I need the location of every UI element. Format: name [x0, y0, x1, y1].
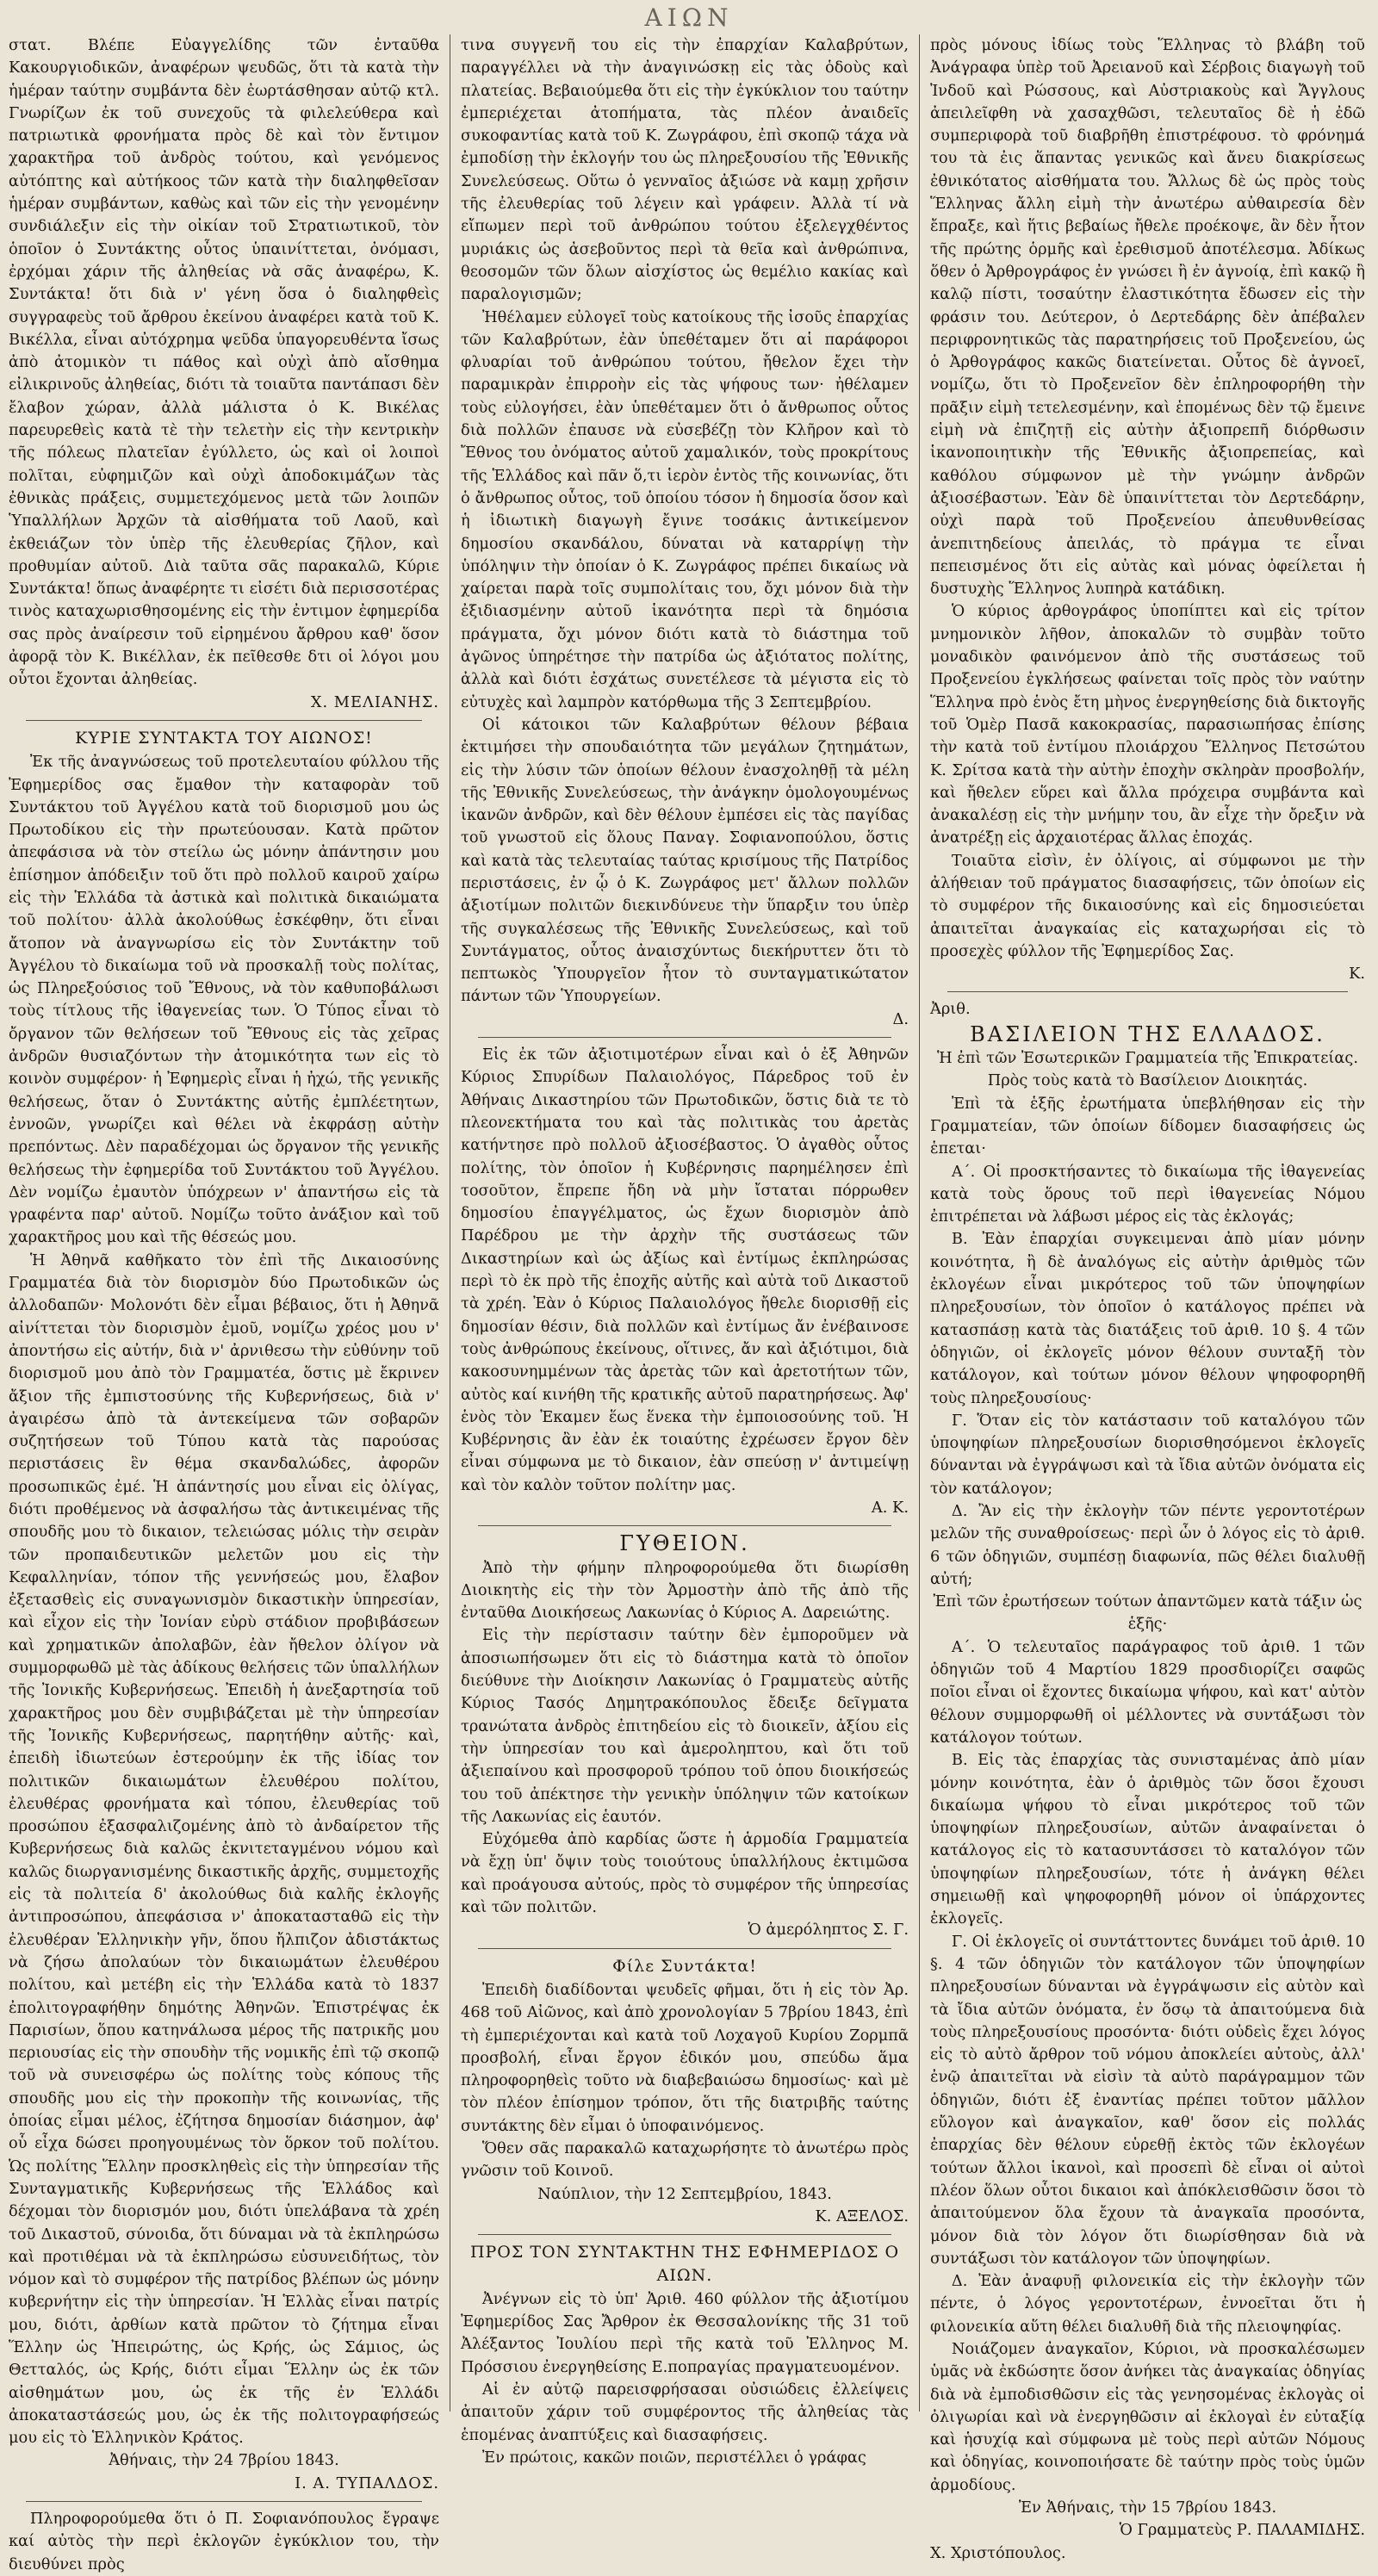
section-divider	[26, 720, 422, 721]
section-divider	[478, 1948, 891, 1949]
paragraph: Οἱ κάτοικοι τῶν Καλαβρύτων θέλουν βέβαια ἐκτιμήσει τὴν σπουδαιότητα τῶν μεγάλων ζητημάτων, εἰς τὴν λύσιν τῶν ὁποίων θέλουν ἐνασχοληθῇ τὰ μέλη τῆς Ἐθνικῆς Συνελεύσεως, τὴν ἀνάγκην ὁμολογουμένως ἱκανῶν ἀνδρῶν, καὶ δὲν θέλουν ἐμπέσει εἰς τὰς παγίδας τοῦ γνωστοῦ εἰς ὅλους Παναγ. Σοφιανοπούλου, ὅστις καὶ κατὰ τὰς τελευταίας ταύτας κρισίμους τῆς Πατρίδος περιστάσεις, ἐν ᾧ ὁ Κ. Ζωγράφος μετ' ἄλλων πολλῶν ἀξιοτίμων πολιτῶν διεκινδύνευε τὴν ὕπαρξιν του ὑπὲρ τῆς συγκαλέσεως τῆς Ἐθνικῆς Συνελεύσεως, καὶ τοῦ Συντάγματος, οὗτος ἀναισχύντως διεκήρυττεν ὅτι τὸ πεπτωκὸς Ὑπουργεῖον ἦτον τὸ συνταγματικώτατον πάντων τῶν Ὑπουργείων.	[461, 715, 909, 1006]
signature: Α. Κ.	[871, 1499, 909, 1517]
paragraph: Ἡ Ἀθηνᾶ καθῆκατο τὸν ἐπὶ τῆς Δικαιοσύνης Γραμματέα διὰ τὸν διορισμὸν δύο Πρωτοδικῶν ὡς ἀλλοδαπῶν· Μολονότι δὲν εἶμαι βέβαιος, ὅτι ἡ Ἀθηνᾶ αἰνίττεται τὸν διορισμὸν ἐμοῦ, νομίζω χρέος μου ν' ἀποντήσω εἰς αὐτήν, διὰ ν' ἀρνιθεσω τὴν εὐθύνην τοῦ διορισμοῦ μου ἀπὸ τὸν Γραμματέα, ὅστις μὲ ἔκρινεν ἄξιον τῆς ἐμπιστοσύνης τῆς Κυβερνήσεως, διὰ ν' ἀγαιρέσω ἀπὸ τὰ ἀντεκείμενα τῶν σοβαρῶν συζητήσεων τοῦ Τύπου κατὰ τὰς παρούσας περιστάσεις ἓν θέμα σκανδαλώδες, ἀφορῶν προσωπικῶς ἐμέ. Ἡ ἀπάντησίς μου εἶναι εἰς ὀλίγας, διότι προθέμενος νὰ ἀσφαλήσω τὰς ἀντικειμένας τῆς σπουδῆς μου τὸ δικαιον, τελειώσας μόλις τὴν σειρὰν τῶν προπαιδευτικῶν μελετῶν μου εἰς τὴν Κεφαλληνίαν, τόπον τῆς γεννήσεώς μου, ἔλαβον ἐξετασθεὶς εἰς συναγωνισμὸν δικαστικὴν ὑπηρεσίαν, καὶ εἶχον εἰς τὴν Ἰονίαν εὐρὺ στάδιον προβιβάσεων καὶ χρηματικῶν ἀπολαβῶν, ἐὰν ἤθελον ὀλίγον νὰ συμμορφωθῶ μὲ τὰς ἀδίκους θελήσεις τῶν ὑπαλλήλων τῆς Ἰονικῆς Κυβερνήσεως. Ἐπειδὴ ἡ ἀνεξαρτησία τοῦ χαρακτῆρος μου δὲν συμβιβάζεται μὲ τὴν ὑπηρεσίαν τῆς Ἰονικῆς Κυβερνήσεως, παρητήθην αὐτῆς· καὶ, ἐπειδὴ ἰδιωτεύων ἐστερούμην ἐκ τῆς ἰδίας τον πολιτικῶν δικαιωμάτων ἐλευθέρου πολίτου, ἐλευθέρας φρονήματα καὶ τόπου, ἐλευθερίας τοῦ προσώπου ἐξασφαλιζομένης ἀπὸ τὸ ἀνδαίρετον τῆς Κυβερνήσεως διὰ καλῶς ἐκνιτεταγμένου νόμου καὶ καλῶς διωργανισμένης δικαστικῆς ἀρχῆς, συμμετοχῆς εἰς τὰ πολιτεία δ' ἀκολούθως διὰ καλῆς ἐκλογῆς ἀντιπροσώπου, ἀπεφάσισα ν' ἀποκατασταθῶ εἰς τὴν ἐλευθέραν Ἑλληνικὴν γῆν, ὅπου ἤλπιζον ἀδιστάκτως νὰ ζήσω ἀπολαύων τὸν δικαιωμάτων ἐλευθέρου πολίτου, καὶ μετέβη εἰς τὴν Ἑλλάδα κατὰ τὸ 1837 ἐπολιτογραφήθην δημότης Ἀθηνῶν. Ἐπιστρέψας ἐκ Παρισίων, ὅπου κατηνάλωσα μέρος τῆς πατρικῆς μου περιουσίας εἰς τὴν σπουδὴν τῆς νομικῆς ἐπὶ τῷ σκοπῷ τοῦ νὰ συνεισφέρω ὡς πολίτης τοὺς κόπους τῆς σπουδῆς μου εἰς τὴν προκοπὴν τῆς κοινωνίας, τῆς ὁποίας εἶμαι μέλος, ἐζήτησα δημοσίαν διάσημον, ἀφ' οὗ εἶχα δώσει προηγουμένως τὸν ὅρκον τοῦ πολίτου. Ὡς πολίτης Ἕλλην προσκληθεὶς εἰς τὴν ὑπηρεσίαν τῆς Συνταγματικῆς Κυβερνήσεως τῆς Ἑλλάδος καὶ δέχομαι τὸν διορισμόν μου, διότι ὑπελάβανα τὰ χρέη τοῦ Δικαστοῦ, σύνοιδα, ὅτι δύναμαι νὰ τὰ ἐκπληρώσω καὶ προτιθέμαι νὰ τὰ ἐκπληρώσω εὐσυνειδήτως, τὸν νόμον καὶ τὸ συμφέρον τῆς πατρίδος βλέπων ὡς μόνην κυβερνήτην εἰς τὴν ὑπηρεσίαν. Ἡ Ἑλλὰς εἶναι πατρίς μου, διότι, ἀρθίων κατὰ πρῶτον τὸ ζήτημα εἶναι Ἕλλην ὡς Ἠπειρώτης, ὡς Κρής, ὡς Σάμιος, ὡς Θετταλός, ὡς Κρής, διότι εἶμαι Ἕλλην ὡς ἐκ τῶν αἰσθημάτων μου, ὡς ἐκ τῆς ἐν Ἑλλάδι ἀποκαταστάσεώς μου, ὡς ἐκ τῆς πολιτογραφήσεώς μου εἰς τὸ Ἑλληνικὸν Κράτος.	[9, 1251, 439, 2448]
section-heading: ΠΡΟΣ ΤΟΝ ΣΥΝΤΑΚΤΗΝ ΤΗΣ ΕΦΗΜΕΡΙΔΟΣ Ο ΑΙΩΝ.	[469, 2243, 900, 2285]
section-divider	[478, 1037, 891, 1038]
signature: Δ.	[892, 1009, 909, 1028]
signature: Ὁ Γραμματεὺς Ρ. ΠΑΛΑΜΙΔΗΣ.	[1119, 2521, 1365, 2540]
section-divider	[478, 2234, 891, 2235]
paragraph: Β. Εἰς τὰς ἐπαρχίας τὰς συνισταμένας ἀπὸ μίαν μόνην κοινότητα, ἐὰν ὁ ἀριθμὸς τῶν ὅσοι ἔχουσι δικαίωμα ψήφου τὸ εἶναι μικρότερος τοῦ τῶν ὑποψηφίων πληρεξουσίων, αὐτῶν ἀναφαίνεται ὁ κατάλογος εἰς τὸ κατασυντάσσει τὸ καταλόγον τῶν ὑποψηφίων πληρεξουσίων, τότε ἡ ἀνάγκη θέλει σημειωθῇ καὶ ψηφοφορηθῆ μόνον οἱ ὑπάρχοντες ἐκλογεῖς.	[930, 1751, 1365, 1928]
paragraph: Εἰς τὴν περίστασιν ταύτην δὲν ἐμποροῦμεν νὰ ἀποσιωπήσωμεν ὅτι εἰς τὸ διάστημα κατὰ τὸ ὁποῖον διεύθυνε τὴν Διοίκησιν Λακωνίας ὁ Γραμματεὺς αὐτῆς Κύριος Τασός Δημητρακόπουλος ἔδειξε δεῖγματα τρανώτατα ἀνδρὸς ἐπιτηδείου εἰς τὸ διοικεῖν, ἀξίου εἰς τὴν ὑπηρεσίαν του καὶ ἀμεροληπτου, καὶ ὅτι τοῦ ἀξιεπαίνου καὶ προσφοροῦ τρόπου τοῦ ὁπου διοικήσεώς του τοῦ ἀπέκτησε τὴν γενικὴν ὑπόληψιν τῶν κατοίκων τῆς Λακωνίας εἰς ἑαυτόν.	[461, 1626, 909, 1826]
paragraph: Πληροφορούμεθα ὅτι ὁ Π. Σοφιανόπουλος ἔγραψε καί αὐτὸς τὴν περὶ ἐκλογῶν ἐγκύκλιον του, τὴν διευθύνει πρὸς	[9, 2510, 439, 2573]
section-heading: ΓΥΘΕΙΟΝ.	[619, 1531, 750, 1556]
paragraph: Αἱ ἐν αὐτῷ παρεισφρήσασαι οὐσιώδεις ἐλλείψεις ἀπαιτοῦν χάριν τοῦ συμφέροντος τῆς ἀληθείας τὰς ἑπομένας ἀναπτύξεις καὶ διασαφήσεις.	[461, 2380, 909, 2444]
signature: Ὁ ἀμερόληπτος Σ. Γ.	[748, 1921, 909, 1940]
signature: Ι. Α. ΤΥΠΑΛΔΟΣ.	[295, 2474, 439, 2492]
paragraph: Ἐπὶ τὰ ἑξῆς ἐρωτήματα ὑπεβλήθησαν εἰς τὴν Γραμματείαν, τῶν ὁποίων δίδομεν διασαφήσεις ὡς ἑπεται·	[930, 1094, 1365, 1158]
paragraph: Ἐπὶ τῶν ἐρωτήσεων τούτων ἀπαντῶμεν κατὰ τάξιν ὡς ἑξῆς·	[933, 1592, 1362, 1634]
dateline: Ἐν Ἀθήναις, τὴν 15 7βρίου 1843.	[1018, 2498, 1277, 2517]
paragraph: τινα συγγενῆ του εἰς τὴν ἐπαρχίαν Καλαβρύτων, παραγγέλλει νὰ τὴν ἀναγινώσκῃ εἰς τὰς ὁδοὺς καὶ πλατείας. Βεβαιούμεθα ὅτι εἰς τὴν ἐγκύκλιον του ταύτην ἐμπεριέχεται ἀτοπήματα, τὰς πλέον ἀναιδεῖς συκοφαντίας κατὰ τοῦ Κ. Ζωγράφου, ἐπὶ σκοπῷ τάχα νὰ ἐμποδίσῃ τὴν ἐκλογήν του ὡς πληρεξουσίου τῆς Ἐθνικῆς Συνελεύσεως. Οὕτω ὁ γενναῖος ἀξιώσε νὰ καμῃ χρῆσιν τῆς ἐλευθερίας τοῦ λέγειν καὶ γράφειν. Ἀλλὰ τί νὰ εἴπωμεν περὶ τοῦ ἀνθρώπου τούτου ἐξελεγχθέντος μυριάκις ὡς ἀσεβοῦντος περὶ τὰ θεῖα καὶ ἀνθρώπινα, θεοσομῶν τῶν ὅλων αἰσχίστος ὡς θεμέλιο κακίας καὶ παραλογισμῶν;	[461, 36, 909, 304]
column-right	[930, 34, 1365, 2562]
paragraph: Ὅθεν σᾶς παρακαλῶ καταχωρήσητε τὸ ἀνωτέρω πρὸς γνῶσιν τοῦ Κοινοῦ.	[461, 2139, 909, 2181]
paragraph: στατ. Βλέπε Εὐαγγελίδης τῶν ἐνταῦθα Κακουργιοδικῶν, ἀναφέρων ψευδῶς, ὅτι τὰ κατὰ τὴν ἡμέραν ταύτην συμβάντα δὲν ἐωρτάσθησαν αὐτῷ κτλ. Γνωρίζων ἐκ τοῦ συνεχοῦς τὰ φιλελεύθερα καὶ πατριωτικὰ φρονήματα πρὸς δὲ καὶ τὸν ἔντιμον χαρακτῆρα τοῦ ἀνδρὸς τούτου, καὶ γενόμενος αὐτόπτης καὶ αὐτήκοος τῶν κατὰ τὴν διαληφθεῖσαν ἡμέραν συμβάντων, καθὼς καὶ τῶν εἰς τὴν γενομένην συνδιάλεξιν εἰς τὴν οἰκίαν τοῦ Στρατιωτικοῦ, τὸν ὁποῖον ὁ Συντάκτης οὗτος ὑπαινίττεται, ὀνόμασι, ἐρχόμαι χάριν τῆς ἀληθείας νὰ σᾶς ἀναφέρω, Κ. Συντάκτα! ὅτι διὰ ν' γένη ὅσα ὁ διαληφθεὶς συγγραφεὺς τοῦ ἄρθρου ἐκείνου ἀναφέρει κατὰ τοῦ Κ. Βικέλλα, εἶναι αὐτόχρημα ψεῦδα ὑπαγορευθέντα ἴσως ἀπὸ ἀτομικὸν τι πάθος καὶ οὐχὶ ἀπὸ αἴσθημα εἰλικρινοῦς ἀληθείας, διότι τὰ τοιαῦτα παντάπασι δὲν ἔλαβον χώραν, ἀλλὰ μάλιστα ὁ Κ. Βικέλας παρευρεθεὶς κατὰ τὲ τὴν τελετὴν εἰς τὴν κεντρικὴν τῆς πόλεως πλατεῖαν ἐγύλλετο, ὡς καὶ οἱ λοιποὶ πολῖται, εὐφημιζῶν καὶ οὐχὶ ἀποδοκιμάζων τὰς ἐθνικὰς πράξεις, συμμετεχόμενος μετὰ τῶν λοιπῶν Ὑπαλλήλων Ἀρχῶν τὰ αἰσθήματα τοῦ Λαοῦ, καὶ ἐκθειάζων τὸν ὑπὲρ τῆς ἐλευθερίας ζῆλον, καὶ προθυμίαν αὐτοῦ. Διὰ ταῦτα σᾶς παρακαλῶ, Κύριε Συντάκτα! ὅπως ἀναφέρητε τι εἰσέτι διὰ περισσοτέρας τινὸς καταχωρισθησομένης εἰς τὴν ἐντιμον ἐφημερίδα σας πρὸς ἀναίρεσιν τοῦ εἰρημένου ἄρθρου καθ' ὅσον ἀφορᾷ τὸν Κ. Βικέλλαν, ἐκ πεῖθεσθε δτι οἱ λόγοι μου οὗτοι ἔχονται ἀληθείας.	[9, 36, 439, 689]
paragraph: Ἀνέγνων εἰς τὸ ὑπ' Ἀριθ. 460 φύλλον τῆς ἀξιοτίμου Ἐφημερίδος Σας Ἄρθρον ἐκ Θεσσαλονίκης τῆς 31 τοῦ Ἀλέξαντος Ἰουλίου περὶ τῆς κατὰ τοῦ Ἐλληνος Μ. Πρόσσιου ἐνεργηθείσης Ε.ποπραγίας πραγματευομένον.	[461, 2289, 909, 2376]
paragraph: Νοιάζομεν ἀναγκαῖον, Κύριοι, νὰ προσκαλέσωμεν ὑμᾶς νὰ ἐκδώσητε ὅσον ἀνήκει τὰς ἀναγκαίας ὁδηγίας διὰ νὰ ἐμποδισθῶσιν εἰς τὰς γενησομένας ἐκλογὰς οἱ ὀλιγωρίαι καὶ νὰ ἐνεργηθῶσιν αἱ ἐκλογαὶ ἐν εὐταξίᾳ καὶ ἡσυχίᾳ καὶ σύμφωνα μὲ τοὺς περὶ αὐτῶν Νόμους καὶ ὁδηγίας, κοινοποιήσατε δὲ ταύτην πρὸς τοὺς ὑμῶν ἀρμοδίους.	[930, 2339, 1365, 2494]
subheading: Πρὸς τοὺς κατὰ τὸ Βασίλειον Διοικητάς.	[987, 1071, 1308, 1090]
paragraph: Ἀπὸ τὴν φήμην πληροφορούμεθα ὅτι διωρίσθη Διοικητὴς εἰς τὴν τὸν Ἀρμοστὴν ἀπὸ τῆς ἀπὸ τῆς ἐνταῦθα Διοικήσεως Λακωνίας ὁ Κύριος Α. Δαρειώτης.	[461, 1558, 909, 1623]
column-divider	[919, 34, 920, 2412]
dateline: Ἀθήναις, τὴν 24 7βρίου 1843.	[109, 2451, 339, 2470]
page-number: ΑΙΩΝ	[644, 3, 734, 32]
section-heading: ΒΑΣΙΛΕΙΟΝ ΤΗΣ ΕΛΛΑΔΟΣ.	[970, 1021, 1325, 1046]
paragraph: Α΄. Ὁ τελευταῖος παράγραφος τοῦ ἀριθ. 1 τῶν ὁδηγιῶν τοῦ 4 Μαρτίου 1829 προσδιορίζει σαφῶς ποῖοι εἶναι οἱ ἔχοντες δικαίωμα ψήφου, καὶ κατ' αὐτὸν θέλουν συμμορφωθῆ οἱ μέλλοντες νὰ συντάξωσι τὸν κατάλογον τούτων.	[930, 1637, 1365, 1747]
paragraph: Ὁ κύριος ἀρθογράφος ὑποπίπτει καὶ εἰς τρίτον μνημονικὸν λῆθον, ἀποκαλῶν τὸ συμβὰν τοῦτο μοναδικὸν φαινόμενον ἀπὸ τῆς συστάσεως τοῦ Προξενείου ἐγκλήσεως φαίνεται τοῖς πρὸς τὸν ναύτην Ἕλληνα πρὸ ἑνὸς ἔτη μὴνος ἐνεργηθείσης διὰ δικτογῆς τοῦ Ὁμὲρ Πασᾶ κακοκρασίας, παρασιωπήσας ἐπίσης τὴν κατὰ τοῦ ἐντίμου πλοιάρχου Ἕλληνος Πετσώτου Κ. Σρίτσα κατὰ τὴν αὐτὴν ἐποχὴν σκληρὰν προσβολήν, καὶ ἤθελεν εὕρει καὶ ἄλλα πρόχειρα συμβάντα καὶ ἀνακαλέσῃ εἰς τὴν μνήμην του, ἂν εἶχε τὴν ὄρεξιν νὰ ἀνατρέξῃ εἰς ἀρχαιοτέρας ἄλλας ἐποχάς.	[930, 602, 1365, 847]
dateline: Ναύπλιον, τὴν 12 Σεπτεμβρίου, 1843.	[537, 2184, 832, 2203]
paragraph: Γ. Ὅταν εἰς τὸν κατάστασιν τοῦ καταλόγου τῶν ὑποψηφίων πληρεξουσίων διορισθησόμενοι ἐκλογεῖς δύνανται νὰ ἐγγράψωσι καὶ τὰ ἴδια αὐτῶν ὀνόματα εἰς τὸν κατάλογον;	[930, 1411, 1365, 1498]
signature: Χ. ΜΕΛΙΑΝΗΣ.	[310, 692, 439, 711]
signature: Κ. ΑΞΕΛΟΣ.	[815, 2207, 909, 2225]
number-label: Ἀριθ.	[930, 1000, 971, 1019]
paragraph: Δ. Ἐὰν ἀναφυῇ φιλονεικία εἰς τὴν ἐκλογὴν τῶν πέντε, ὁ λόγος γεροντοτέρων, ἐννοεῖται ὅτι ἡ φιλονεικία αὕτη θέλει διαλυθῆ διὰ τῆς πλειοψηφίας.	[930, 2272, 1365, 2336]
paragraph: Α΄. Οἱ προσκτήσαντες τὸ δικαίωμα τῆς ἰθαγενείας κατὰ τοὺς ὅρους τοῦ περὶ ἰθαγενείας Νόμου ἐπιτρέπεται νὰ λάβωσι μέρος εἰς τὰς ἐκλογάς;	[930, 1162, 1365, 1226]
paragraph: Γ. Οἱ ἐκλογεῖς οἱ συντάττοντες δυνάμει τοῦ ἀριθ. 10 §. 4 τῶν ὁδηγιῶν τὸν κατάλογον τῶν ὑποψηφίων πληρεξουσίων δύνανται νὰ ἐγγράψωσιν εἰς αὐτὸν καὶ τὰ ἴδια αὐτῶν ὀνόματα, ἐν ὅσῳ τὰ ἀπαιτούμενα διὰ τοὺς πληρεξουσίους προσόντα· διότι οὐδεὶς ἔχει λόγος εἰς τὸ αὐτὸ ἄρθρον τοῦ νόμου ἀποκλείει αὐτοὺς, ἀλλ' ἐνῷ ἀπαιτεῖται νὰ εἰσὶν τὰ αὐτὸ παράγραμμον τῶν ὁδηγιῶν, διότι ἐξ ἐναντίας πρέπει τοῦτον μᾶλλον εὔλογον καὶ ἀναγκαῖον, καθ' ὅσον εἰς πολλάς ἐπαρχίας δὲν θέλουν εὑρεθῇ ἐκτὸς τῶν ἐκλογέων τούτων ἄλλοι ἱκανοὶ, καὶ προσεπὶ δὲ εἶναι οἱ αὐτοὶ πλέον ὅλων οὗτοι δικαιοι καὶ ἀπόκλεισθῶσιν ὅσοι τὸ ἀπαιτούμενον ὅλα ἔχουν τὰ ἀναγκαῖα προσόντα, μόνον διὰ τὸν λόγον ὅτι διωρίσθησαν διὰ νὰ συντάξωσι τὸν κατάλογον τῶν ὑποψηφίων.	[930, 1932, 1365, 2268]
paragraph: Εἰς ἐκ τῶν ἀξιοτιμοτέρων εἶναι καὶ ὁ ἐξ Ἀθηνῶν Κύριος Σπυρίδων Παλαιολόγος, Πάρεδρος τοῦ ἐν Ἀθήναις Δικαστηρίου τῶν Πρωτοδικῶν, ὅστις διὰ τε τὸ πλεονεκτήματα του καὶ τὰς πολιτικὰς του ἀρετὰς κατήντησε πρὸ πολλοῦ ἀξιοσέβαστος. Ὁ ἀγαθὸς οὗτος πολίτης, τὸν ὁποῖον ἡ Κυβέρνησις παρημέλησεν ἐπὶ τοσοῦτον, ἔπρεπε ἤδη νὰ μὴν ἴσταται πόρρωθεν δημοσίου ἐπαγγέλματος, ὡς ἔχων διορισμὸν ἀπὸ Παρέδρου με τὴν ἀρχὴν τῆς συστάσεως τῶν Δικαστηρίων καὶ ὡς ἀξίως καὶ ἐντίμως ἐκπληρώσας περὶ τὸ ἐκ πρὸ τῆς ἐποχῆς αὐτῆς καὶ αὐτὰ τοῦ Δικαστοῦ τὰ χρέη. Ἐὰν ὁ Κύριος Παλαιολόγος ἤθελε διορισθῇ εἰς δημοσίαν θέσιν, διὰ πολλῶν καὶ ἐντίμως ἄν ἐνέβαινοσε τοὺς ἀνθρώπους ἐκείνους, οἵτινες, ἄν καὶ ἀξιότιμοι, διὰ κακοσυνημμένων τὰς ἀρετὰς τῶν καὶ ἀρετοτήτων τῶν, αὐτὸς καί κινήθη τῆς κρατικῆς αὐτοῦ παρατηρήσεως. Ἀφ' ἑνὸς τὸν Ἐκαμεν ἕως ἕνεκα τὴν ἐμποιοσούνης τοῦ. Ἡ Κυβέρνησις ἂν ἐὰν ἐκ τοιαύτης ἐχρέωσεν ἔργον δὲν εἶναι σύμφωνα με τὸ δικαιον, ἐὰν σπεύσῃ ν' ἀντιμείψῃ καὶ τὸν καλὸν τοῦτον πολίτην μας.	[461, 1046, 909, 1494]
paragraph: Ἐκ τῆς ἀναγνώσεως τοῦ προτελευταίου φύλλου τῆς Ἐφημερίδος σας ἔμαθον τὴν καταφορὰν τοῦ Συντάκτου τοῦ Ἀγγέλου κατὰ τοῦ διορισμοῦ μου ὡς Πρωτοδίκου εἰς τὴν πρωτεύουσαν. Κατὰ πρῶτον ἀπεφάσισα νὰ τὸν στείλω ὡς μόνην ἀπάντησιν μου ἐπίσημον ἀπόδειξιν τοῦ ὅτι πρὸ πολλοῦ καιροῦ χαίρω εἰς τὴν Ἑλλάδα τὰ ἀστικὰ καὶ πολιτικὰ δικαιώματα τοῦ πολίτου· ἀλλὰ ἀκολούθως ἐσκέφθην, ὅτι εἶναι ἄτοπον νὰ ἀναγνωρίσω εἰς τὸν Συντάκτην τοῦ Ἀγγέλου τὸ δικαίωμα τοῦ νὰ προσκαλῇ τοὺς πολίτας, ὡς Πληρεξούσιος τοῦ Ἔθνους, νὰ τὸν καθυποβάλωσι τοὺς τίτλους τῆς ἰθαγενείας των. Ὁ Τύπος εἶναι τὸ ὄργανον τῶν θελήσεων τοῦ Ἔθνους εἰς τὰς χεῖρας ἀνδρῶν θυσιαζόντων τὴν ἀτομικότητα των εἰς τὸ κοινὸν συμφέρον· ἡ Ἐφημερὶς εἶναι ἡ ἠχώ, τῆς γενικῆς θελήσεως, ὅταν ὁ Συντάκτης αὐτῆς ἐμπλέετητων, ἐννοῶν, γνωρίζει καὶ θέλει νὰ ἐκφράσῃ αὐτὴν πρεπόντως. Δὲν παραδέχομαι ὡς ὄργανον τῆς γενικῆς θελήσεως τὴν ἐφημερίδα τοῦ Συντάκτου τοῦ Ἀγγέλου. Δὲν νομίζω ἐμαυτὸν ὑπόχρεων ν' ἀπαντήσω εἰς τὰ γραφέντα παρ' αὐτοῦ. Νομίζω τοῦτο ἀνάξιον καὶ τοῦ χαρακτῆρος μου καὶ τῆς θέσεώς μου.	[9, 753, 439, 1247]
paragraph: Ἐν πρώτοις, κακῶν ποιῶν, περιστέλλει ὁ γράφας	[481, 2448, 866, 2467]
column-left	[9, 34, 439, 2573]
signature: Χ. Χριστόπουλος.	[930, 2543, 1066, 2562]
paragraph: Ἐπειδὴ διαδίδονται ψευδεῖς φῆμαι, ὅτι ἡ εἰς τὸν Ἀρ. 468 τοῦ Αἰῶνος, καὶ ἀπὸ χρονολογίαν 5 7βρίου 1843, ἐπὶ τὴ ἐμπεριέχονται καὶ κατὰ τοῦ Λοχαγοῦ Κυρίου Ζορμπᾶ προσβολή, εἶναι ἔργον ἐδικόν μου, σπεύδω ἅμα πληροφορηθεὶς τοῦτο νὰ διαβεβαιώσω δημοσίως· καὶ μὲ τὸν πλέον ἐπίσημον τρόπον, ὅτι τῆς διατριβῆς ταύτης συντάκτης δὲν εἶμαι ὁ ὑποφαινόμενος.	[461, 1980, 909, 2135]
section-divider	[26, 2501, 422, 2502]
paragraph: Εὐχόμεθα ἀπὸ καρδίας ὥστε ἡ ἁρμοδία Γραμματεία νὰ ἔχῃ ὑπ' ὄψιν τοὺς τοιούτους ὑπαλλήλους ἐκτιμῶσα καὶ προάγουσα αὐτούς, πρὸς τὸ συμφέρον τῆς ὑπηρεσίας καὶ τῶν πολιτῶν.	[461, 1830, 909, 1917]
section-heading: Φίλε Συντάκτα!	[612, 1956, 757, 1976]
section-divider	[478, 1525, 891, 1526]
paragraph: πρὸς μόνους ἰδίως τοὺς Ἕλληνας τὸ βλάβη τοῦ Ἀνάγραφα ὑπὲρ τοῦ Ἀρειανοῦ καὶ Σέρβοις διαγωγὴ τοῦ Ἰνδοῦ καὶ Ρώσσους, καὶ Αὐστριακοὺς καὶ Ἄγγλους ἀπειλεῖφθη νὰ χασαχθῶσι, τελευταῖος δὲ ἡ ἐδῶ συμπεριφορὰ τοῦ διαβρῆθη ἐπιστρέφουσ. τὸ φρόνημά του τὰ ἐις ἅπαντας γενικῶς καὶ ἄνευ διακρίσεως ἐθνικότατος αἰσθήματα του. Ἄλλως δὲ ὡς πρὸς τοὺς Ἕλληνας ἄλλη εἰμὴ τὴν ἀνωτέρω αὐθαιρεσία δὲν ἔπραξε, καὶ ἥτις βεβαίως ἤθελε προέκοψε, ἂν δὲν ἦτον τῆς πρώτης ὁρμῆς καὶ ἐρεθισμοῦ ἀποτέλεσμα. Ἀδίκως ὅθεν ὁ Ἀρθρογράφος ἐν γνώσει ἢ ἐν ἀγνοίᾳ, ἐπὶ κακῷ ἢ καλῷ πίστι, τοσαύτην ἐλαστικότητα ἔδωσεν εἰς τὴν φράσιν του. Δεύτερον, ὁ Δερτεδάρης δὲν ἀπέβαλεν περιφρονητικῶς τὰς παρατηρήσεις τοῦ Προξενείου, ὡς ὁ Ἀρθογράφος κακῶς διατείνεται. Οὗτος δὲ ἀγνοεῖ, νομίζω, ὅτι τὸ Προξενεῖον δὲν ἐπληροφορήθη τὴν πρᾶξιν εἰμὴ τετελεσμένην, καὶ ἑπομένως δὲν τῷ ἔμεινε εἰμὴ νὰ ἐπιζητῇ εἰς αὐτὴν ἀξιοπρεπῆ διόρθωσιν ἱκανοποιητικὴν τῆς Ἐθνικῆς ἀξιοπρεπείας, καὶ καθόλου σύμφωνον μὲ τὴν γνώμην ἀνδρῶν ἀξιοσέβαστων. Ἐὰν δὲ ὑπαινίττεται τὸν Δερτεδάρην, οὐχὶ παρὰ τοῦ Προξενείου ἀπευθυνθείσας ἀνεπιτηδείους ἀπειλάς, τὸ πράγμα τε εἶναι πεπεισμένος ὅτι εἰς αὐτὰς καὶ μόνας ὀφείλεται ἡ δυστυχὴς Ἕλληνος λυπηρὰ κατάδικη.	[930, 36, 1365, 599]
column-middle	[461, 34, 909, 2467]
paragraph: Δ. Ἂν εἰς τὴν ἐκλογὴν τῶν πέντε γεροντοτέρων μελῶν τῆς συναθροίσεως· περὶ ὧν ὁ λόγος εἰς τὸ ἀριθ. 6 τῶν ὁδηγιῶν, συμπέσῃ διαφωνία, πῶς θέλει διαλυθῇ αὐτή;	[930, 1502, 1365, 1588]
signature: Κ.	[1349, 965, 1365, 984]
section-heading: ΚΥΡΙΕ ΣΥΝΤΑΚΤΑ ΤΟΥ ΑΙΩΝΟΣ!	[75, 728, 373, 748]
paragraph: Β. Ἐὰν ἐπαρχίαι συγκειμεναι ἀπὸ μίαν μόνην κοινότητα, ἢ δὲ ἀναλόγως εἰς αὐτὴν ἀριθμὸς τῶν ἐκλογέων εἶναι μικρότερος τοῦ τῶν ὑποψηφίων πληρεξουσίων, τὸν ὁποῖον ὁ κατάλογος πρέπει νὰ κατασπάσῃ κατὰ τὰς διατάξεις τοῦ ἀριθ. 10 §. 4 τῶν ὁδηγιῶν, οἱ ἐκλογεῖς μόνον θέλουν συνταξῆ τὸν κατάλογον, καὶ τούτων μόνον θέλουν ψηφοφορηθῆ τοὺς πληρεξουσίους·	[930, 1230, 1365, 1407]
subheading: Ἡ ἐπὶ τῶν Ἐσωτερικῶν Γραμματεία τῆς Ἐπικρατείας.	[936, 1049, 1359, 1068]
paragraph: Ἠθέλαμεν εὐλογεῖ τοὺς κατοίκους τῆς ἰσοῦς ἐπαρχίας τῶν Καλαβρύτων, ἐὰν ὑπεθέταμεν ὅτι αἱ παράφοροι φλυαρίαι τοῦ ἀνθρώπου τούτου, ἤθελον ἔχει τὴν παραμικρὰν ἐπιρροὴν εἰς τὰς ψήφους των· ἠθέλαμεν τοὺς εὐλογήσει, ἐὰν ὑπεθέταμεν ὅτι ὁ ἄνθρωπος οὗτος διὰ πολλῶν ἐπαυσε νὰ εὐσεβέζῃ τὸν Κλῆρον καὶ τὸ Ἔθνος του ὀνόματος αὐτοῦ χαμαλικόν, τοὺς προκρίτους τῆς Ἑλλάδος καὶ πᾶν ὅ,τι ἱερὸν ἐντὸς τῆς κοινωνίας, ὅτι ὁ ἄνθρωπος οὗτος, τοῦ ὁποίου τόσον ἡ δημοσία ὅσον καὶ ἡ ἰδιωτικὴ διαγωγὴ ἔγινε τοσάκις ἀντικείμενον δημοσίου σκανδάλου, δύναται νὰ καταρρίψῃ τὴν ὑπόληψιν τὴν ὁποίαν ὁ Κ. Ζωγράφος πρέπει δικαίως νὰ χαίρεται παρὰ τοῖς συμπολίταις του, ὄχι μόνον διὰ τὴν ἐξιδιασμένην αὐτοῦ ἱκανότητα περὶ τὰ δημόσια πράγματα, ὄχι μόνον διότι κατὰ τὸ διάστημα τοῦ ἀγῶνος ὑπηρέτησε τὴν πατρίδα ὡς ἀξιότατος πολίτης, ἀλλὰ καὶ διότι ἐσχάτως συνετέλεσε τὰ μέγιστα εἰς τὸ εὐτυχὲς καὶ λαμπρὸν κατόρθωμα τῆς 3 Σεπτεμβρίου.	[461, 307, 909, 711]
paragraph: Τοιαῦτα εἰσὶν, ἐν ὀλίγοις, αἱ σύμφωνοι με τὴν ἀλήθειαν τοῦ πράγματος διασαφήσεις, τῶν ὁποίων εἰς τὸ συμφέρον τῆς δικαιοσύνης καὶ εἰς δημοσιεύεται ἀπαιτεῖται ἀναγκαίας εἰς καταχωρήσαι εἰς τὸ προσεχὲς φύλλον τῆς Ἐφημερίδος Σας.	[930, 851, 1365, 960]
section-divider	[947, 991, 1348, 992]
